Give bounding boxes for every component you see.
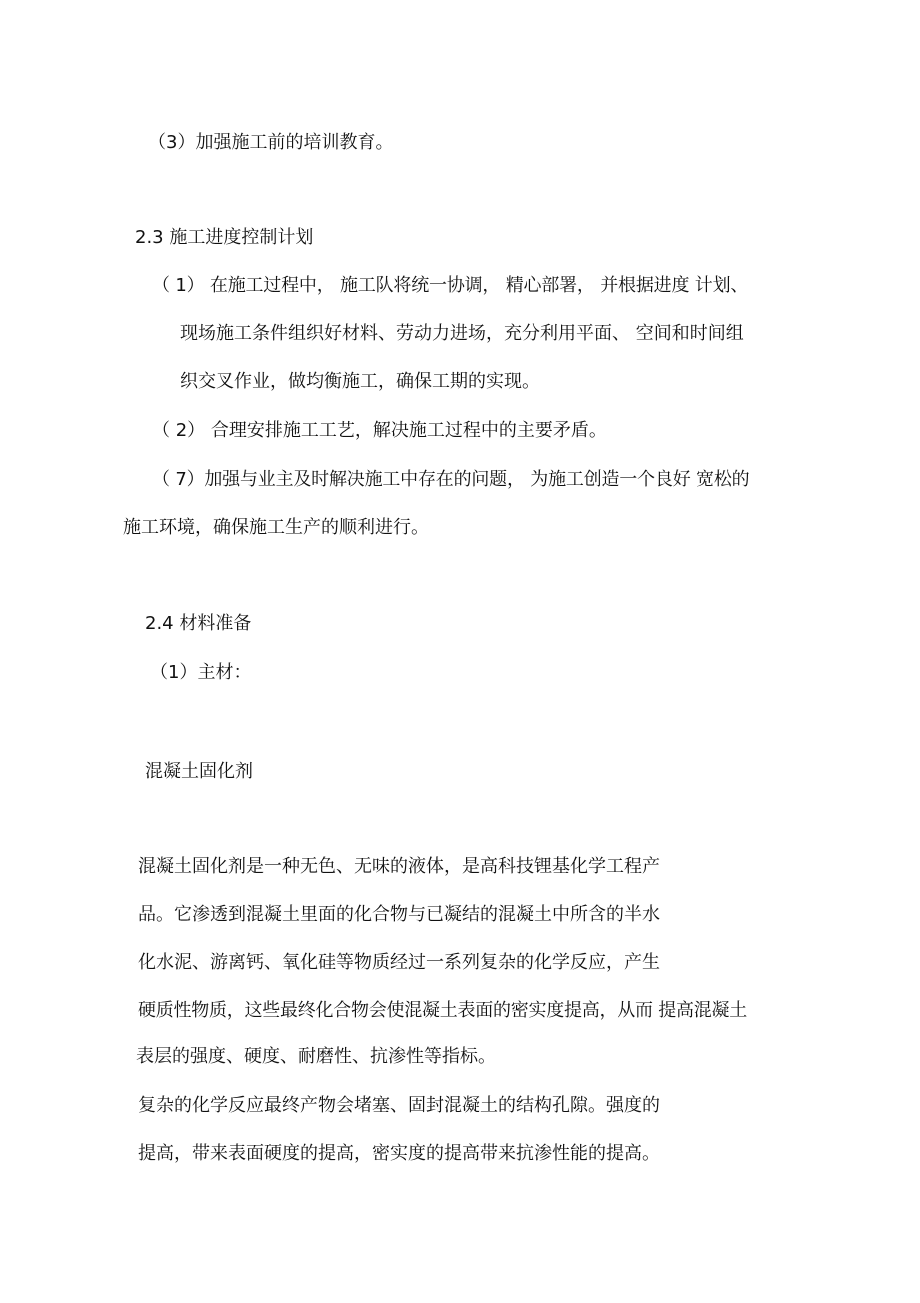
paragraph-line: 织交叉作业，做均衡施工，确保工期的实现。: [180, 371, 540, 392]
paragraph-line: 复杂的化学反应最终产物会堵塞、固封混凝土的结构孔隙。强度的: [138, 1095, 660, 1116]
paragraph-line: 施工环境，确保施工生产的顺利进行。: [123, 517, 429, 538]
paragraph-line: 表层的强度、硬度、耐磨性、抗渗性等指标。: [136, 1046, 496, 1067]
paragraph-line: 提高，带来表面硬度的提高，密实度的提高带来抗渗性能的提高。: [138, 1143, 660, 1164]
section-heading-2-4: 2.4 材料准备: [145, 613, 252, 634]
list-item-main-material: （1）主材：: [150, 662, 252, 683]
section-heading-2-3: 2.3 施工进度控制计划: [135, 227, 314, 248]
paragraph-line: （ 2） 合理安排施工工艺，解决施工过程中的主要矛盾。: [152, 420, 607, 441]
paragraph-line: （ 1） 在施工过程中， 施工队将统一协调， 精心部署， 并根据进度 计划、: [152, 275, 749, 296]
paragraph-line: 混凝土固化剂是一种无色、无味的液体，是高科技锂基化学工程产: [138, 856, 660, 877]
paragraph-line: 硬质性物质，这些最终化合物会使混凝土表面的密实度提高，从而 提高混凝土: [138, 1000, 747, 1021]
list-item-3-training: （3）加强施工前的培训教育。: [148, 132, 394, 153]
paragraph-line: （ 7）加强与业主及时解决施工中存在的问题， 为施工创造一个良好 宽松的: [152, 469, 750, 490]
paragraph-line: 品。它渗透到混凝土里面的化合物与已凝结的混凝土中所含的半水: [138, 904, 660, 925]
paragraph-line: 现场施工条件组织好材料、劳动力进场，充分利用平面、 空间和时间组: [180, 323, 744, 344]
paragraph-line: 化水泥、游离钙、氧化硅等物质经过一系列复杂的化学反应，产生: [138, 952, 660, 973]
material-title: 混凝土固化剂: [145, 761, 253, 782]
